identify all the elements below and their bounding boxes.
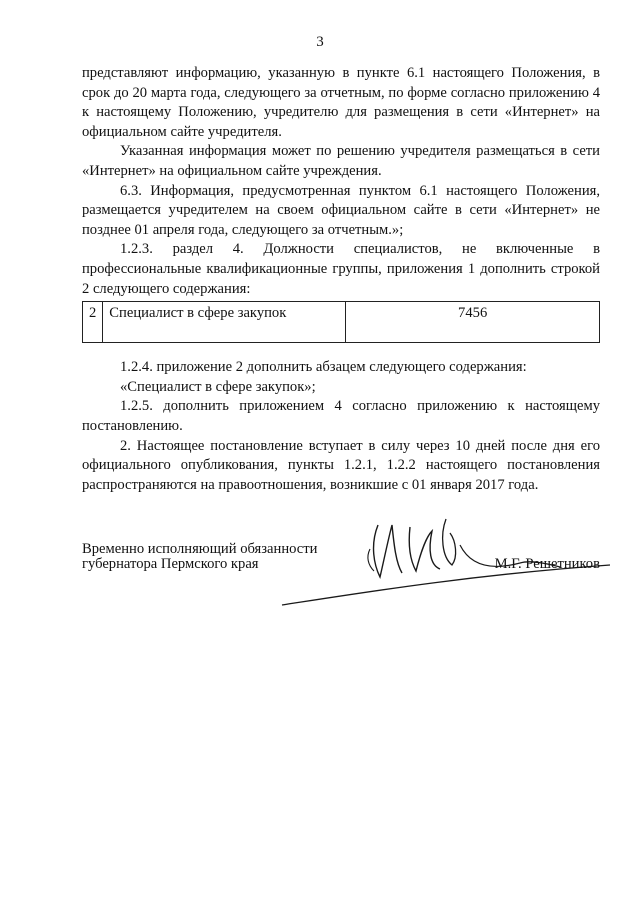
paragraph-7: 1.2.5. дополнить приложением 4 согласно приложению к настоящему постановлению.: [82, 398, 600, 434]
signature-title-line-1: Временно исполняющий обязанности: [82, 541, 318, 557]
page-number: 3: [316, 34, 324, 50]
paragraph-6: «Специалист в сфере закупок»;: [120, 378, 316, 395]
position-title: Специалист в сфере закупок: [103, 302, 346, 343]
paragraph-3: 6.3. Информация, предусмотренная пунктом 6.1 настоящего Положения, размещается учредителем на своем официальном сайте в сети «Интернет» не позднее 01 апреля года, следующего за отчетным.»;: [82, 182, 600, 238]
paragraph-8: 2. Настоящее постановление вступает в силу через 10 дней после дня его официального опубликования, пункты 1.2.1, 1.2.2 настоящего постановления распространяются на правоотношения, возникшие с 01 января 2017 года.: [82, 437, 600, 493]
positions-table: [82, 301, 600, 343]
paragraph-4: 1.2.3. раздел 4. Должности специалистов, не включенные в профессиональные квалификационные группы, приложения 1 дополнить строкой 2 следующего содержания:: [82, 241, 600, 297]
table-row: [83, 302, 600, 343]
paragraph-5: 1.2.4. приложение 2 дополнить абзацем следующего содержания:: [120, 359, 527, 376]
paragraph-2: Указанная информация может по решению учредителя размещаться в сети «Интернет» на официальном сайте учреждения.: [82, 143, 600, 179]
signature-title-line-2: губернатора Пермского края: [82, 556, 259, 572]
paragraph-1: представляют информацию, указанную в пункте 6.1 настоящего Положения, в срок до 20 марта года, следующего за отчетным, по форме согласно приложению 4 к настоящему Положению, учредителю для размещения в сети «Интернет» на официальном сайте учредителя.: [82, 65, 600, 140]
salary-value: 7456: [346, 302, 600, 343]
signatory-name: М.Г. Решетников: [494, 556, 600, 572]
row-number: 2: [83, 302, 103, 343]
document-body: [82, 64, 600, 495]
